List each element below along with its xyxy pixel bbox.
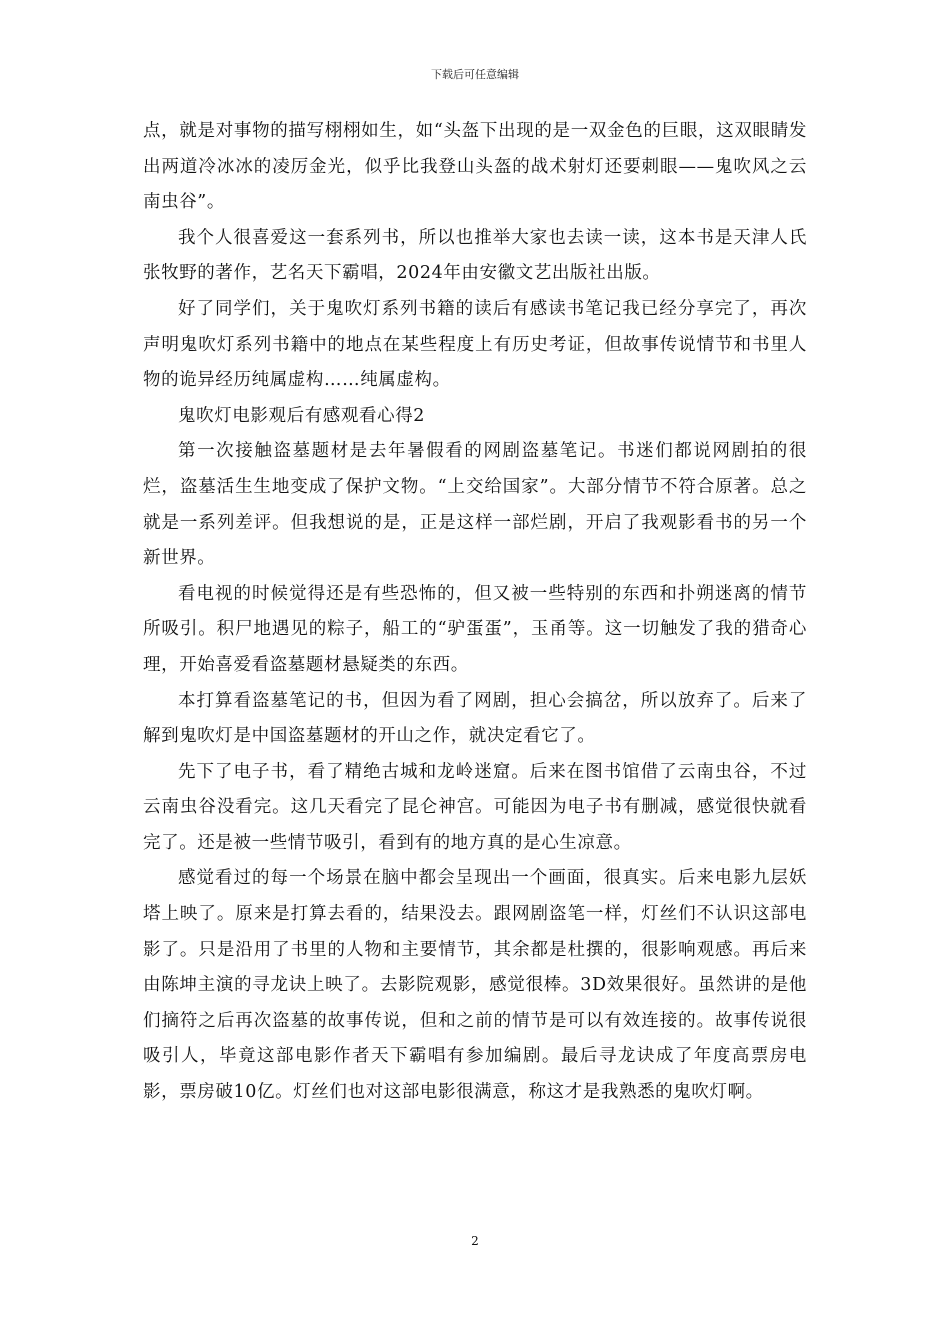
page-header: 下载后可任意编辑 [431, 68, 519, 81]
paragraph: 第一次接触盗墓题材是去年暑假看的网剧盗墓笔记。书迷们都说网剧拍的很烂，盗墓活生生地变成了保护文物。“上交给国家”。大部分情节不符合原著。总之就是一系列差评。但我想说的是，正是这样一部烂剧，开启了我观影看书的另一个新世界。 [143, 441, 807, 569]
paragraph: 我个人很喜爱这一套系列书，所以也推举大家也去读一读，这本书是天津人氏张牧野的著作，艺名天下霸唱，2024年由安徽文艺出版社出版。 [143, 227, 807, 284]
page-number: 2 [471, 1234, 479, 1248]
paragraph: 看电视的时候觉得还是有些恐怖的，但又被一些特别的东西和扑朔迷离的情节所吸引。积尸地遇见的粽子，船工的“驴蛋蛋”，玉甬等。这一切触发了我的猎奇心理，开始喜爱看盗墓题材悬疑类的东西。 [143, 583, 807, 675]
document-body [143, 114, 807, 1111]
paragraph: 感觉看过的每一个场景在脑中都会呈现出一个画面，很真实。后来电影九层妖塔上映了。原来是打算去看的，结果没去。跟网剧盗笔一样，灯丝们不认识这部电影了。只是沿用了书里的人物和主要情节，其余都是杜撰的，很影响观感。再后来由陈坤主演的寻龙诀上映了。去影院观影，感觉很棒。3D效果很好。虽然讲的是他们摘符之后再次盗墓的故事传说，但和之前的情节是可以有效连接的。故事传说很吸引人，毕竟这部电影作者天下霸唱有参加编剧。最后寻龙诀成了年度高票房电影，票房破10亿。灯丝们也对这部电影很满意，称这才是我熟悉的鬼吹灯啊。 [143, 868, 807, 1103]
paragraph: 本打算看盗墓笔记的书，但因为看了网剧，担心会搞岔，所以放弃了。后来了解到鬼吹灯是中国盗墓题材的开山之作，就决定看它了。 [143, 690, 807, 747]
paragraph: 好了同学们，关于鬼吹灯系列书籍的读后有感读书笔记我已经分享完了，再次声明鬼吹灯系列书籍中的地点在某些程度上有历史考证，但故事传说情节和书里人物的诡异经历纯属虚构……纯属虚构。 [143, 298, 807, 391]
paragraph-continued: 点，就是对事物的描写栩栩如生，如“头盔下出现的是一双金色的巨眼，这双眼睛发出两道冷冰冰的凌厉金光，似乎比我登山头盔的战术射灯还要刺眼——鬼吹风之云南虫谷”。 [143, 121, 807, 213]
section-heading: 鬼吹灯电影观后有感观看心得2 [178, 405, 426, 426]
paragraph: 先下了电子书，看了精绝古城和龙岭迷窟。后来在图书馆借了云南虫谷，不过云南虫谷没看完。这几天看完了昆仑神宫。可能因为电子书有删减，感觉很快就看完了。还是被一些情节吸引，看到有的地方真的是心生凉意。 [143, 761, 807, 853]
